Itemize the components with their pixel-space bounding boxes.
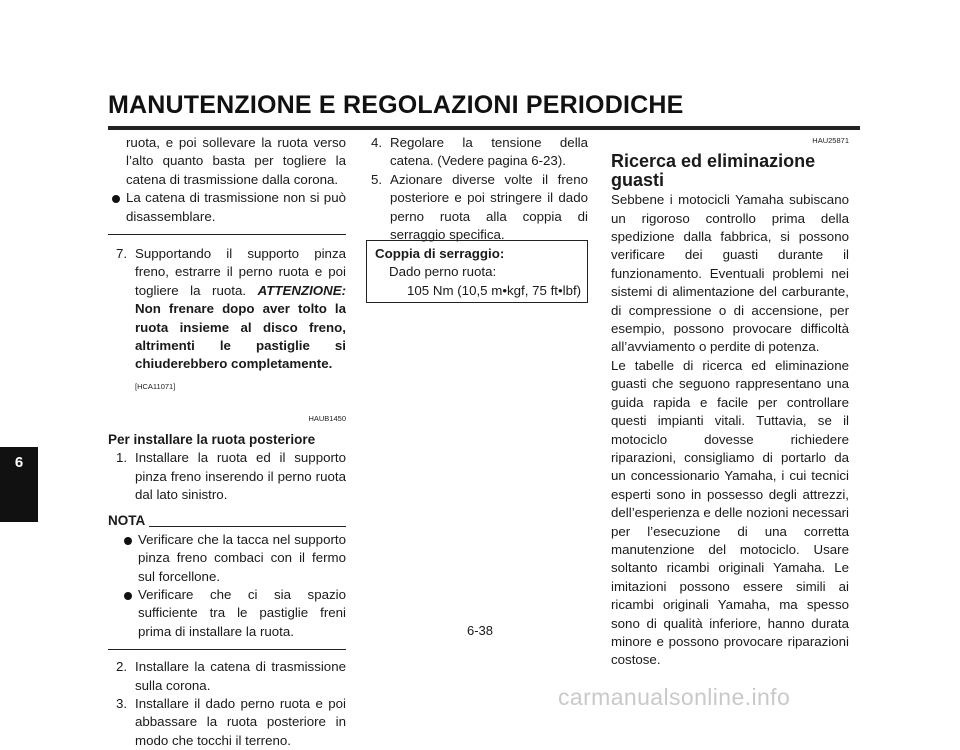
section-heading: Ricerca ed eliminazione guasti: [611, 151, 816, 190]
step-text: Installare la catena di trasmissione sulla corona.: [135, 659, 346, 693]
code-haub: HAUB1450: [308, 414, 346, 424]
step-text: Installare la ruota ed il supporto pinza freno inserendo il perno ruota dal lato sinistro.: [135, 450, 346, 502]
title-rule: [108, 126, 860, 130]
step-number: 4.: [371, 135, 383, 150]
bullet-item: La catena di trasmissione non si può disassemblare.: [108, 189, 346, 226]
step-number: 7.: [116, 246, 128, 262]
step-5: [366, 171, 588, 245]
step-text: [135, 245, 346, 374]
nota-bullet: Verificare che ci sia spazio sufficiente tra le pastiglie freni prima di installare la ruota.: [120, 586, 346, 641]
page-number: 6-38: [466, 623, 494, 638]
step-text: Azionare diverse volte il freno posteriore e poi stringere il dado perno ruota alla coppia di serraggio specifica.: [390, 171, 588, 243]
paragraph: Sebbene i motocicli Yamaha subiscano un rigoroso controllo prima della spedizione dalla fabbrica, si possono verificare dei guasti durante il funzionamento. Eventuali problemi nei sistemi di alimentazione del carburante, di compressione o di accensione, per esempio, possono provocare difficoltà all’avviamento o perdite di potenza.: [611, 192, 849, 355]
bullet-continuation: ruota, e poi sollevare la ruota verso l’alto quanto basta per togliere la catena di trasmissione dalla corona.: [126, 135, 346, 187]
step-text: Installare il dado perno ruota e poi abbassare la ruota posteriore in modo che tocchi il terreno.: [135, 695, 346, 748]
torque-spec-box: [366, 240, 588, 303]
step-7: [108, 245, 346, 374]
watermark: carmanualsonline.info: [558, 684, 791, 710]
step-number: 3.: [116, 695, 128, 711]
spec-title: Coppia di serraggio:: [375, 246, 505, 261]
step-2: [108, 658, 346, 695]
step-number: 5.: [371, 171, 383, 187]
nota-bullet: Verificare che la tacca nel supporto pinza freno combaci con il fermo sul forcellone.: [120, 531, 346, 586]
step-1: [108, 449, 346, 504]
nota-end-rule: [108, 649, 346, 650]
attention-label: ATTENZIONE:: [257, 282, 346, 298]
attention-text: Non frenare dopo aver tolto la ruota insieme al disco freno, altrimenti le pastiglie si chiuderebbero completamente.: [135, 301, 346, 372]
step-text: Regolare la tensione della catena. (Vedere pagina 6-23).: [390, 135, 588, 169]
step-number: 1.: [116, 450, 128, 466]
column-3: [611, 132, 849, 670]
nota-header: [108, 512, 346, 530]
spec-item: Dado perno ruota:: [389, 264, 497, 280]
step-7-text: Supportando il supporto pinza freno, estrarre il perno ruota e poi togliere la ruota.: [135, 246, 346, 298]
divider: [108, 234, 346, 235]
nota-label: NOTA: [108, 513, 146, 529]
paragraph: Le tabelle di ricerca ed eliminazione guasti che seguono rappresentano una guida rapida e facile per controllare questi impianti vitali. Tuttavia, se il motociclo dovesse richiedere riparazioni, consigliamo di portarlo da un concessionario Yamaha, i cui tecnici esperti sono in possesso degli attrezzi, dell’esperienza e delle nozioni necessari per l’esecuzione di una corretta manutenzione del motociclo. Usare soltanto ricambi originali Yamaha. Le imitazioni possono essere simili ai ricambi originali Yamaha, ma spesso sono di qualità inferiore, hanno durata minore e possono provocare riparazioni costose.: [611, 357, 850, 668]
chapter-number: 6: [14, 454, 24, 471]
page-title: MANUTENZIONE E REGOLAZIONI PERIODICHE: [108, 91, 684, 119]
nota-rule: [149, 526, 346, 527]
step-4: [366, 134, 588, 171]
step-number: 2.: [116, 659, 128, 675]
step-3: [108, 695, 346, 750]
code-hca: [HCA11071]: [135, 381, 176, 391]
column-2: [366, 134, 588, 244]
spec-value: 105 Nm (10,5 m•kgf, 75 ft•lbf): [407, 282, 582, 298]
code-hau: HAU25871: [812, 136, 849, 145]
section-heading: Per installare la ruota posteriore: [108, 431, 316, 447]
column-1: [108, 134, 346, 750]
